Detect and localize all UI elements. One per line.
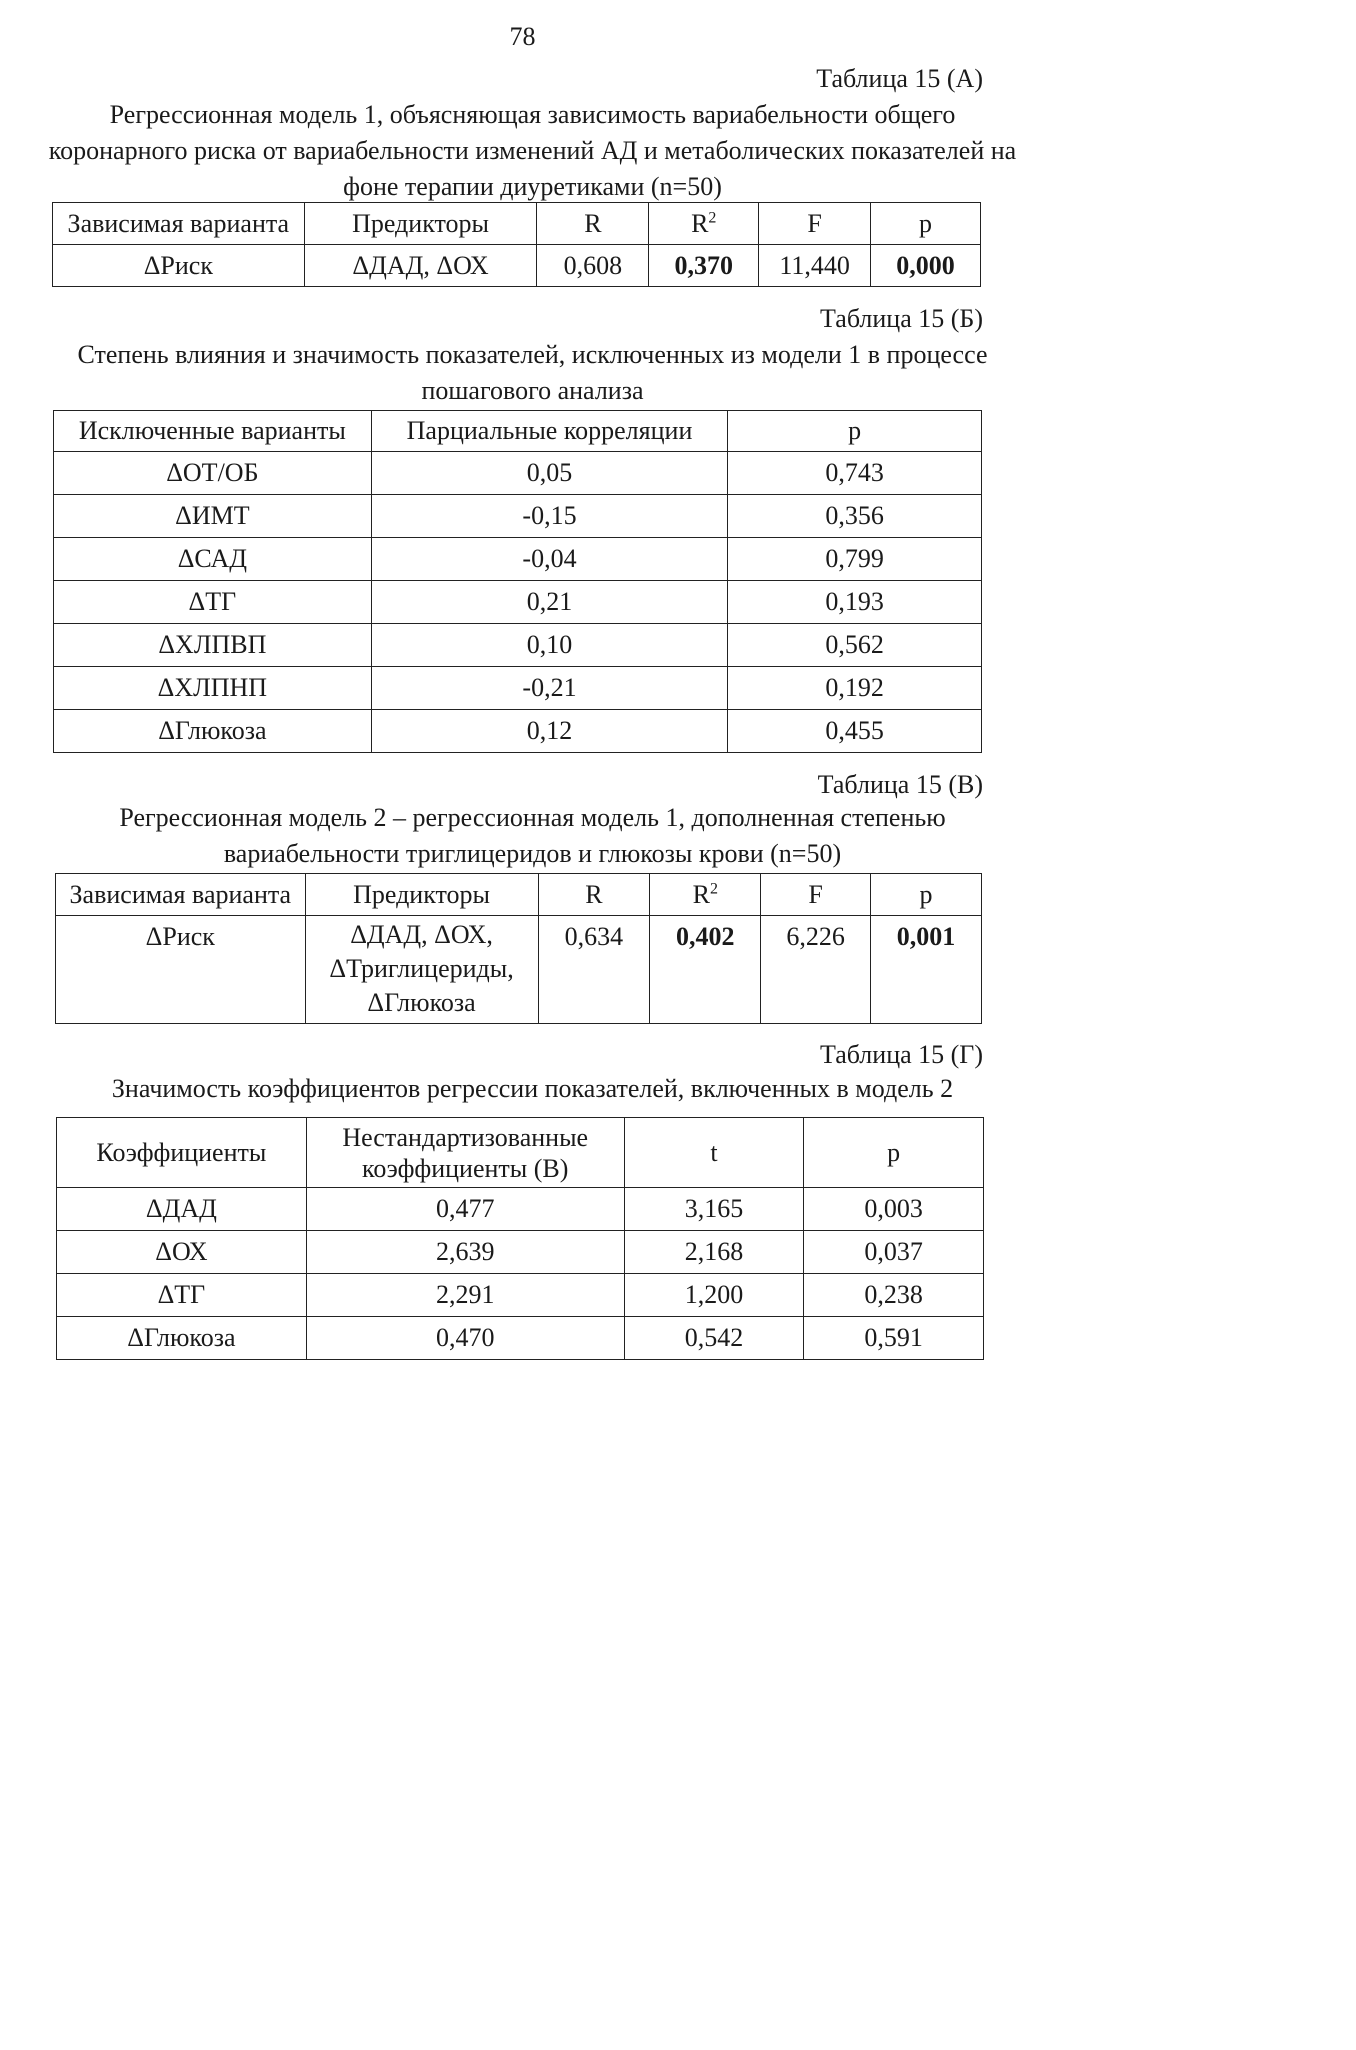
header-predictors: Предикторы <box>304 203 537 245</box>
cell-r: 0,634 <box>538 916 650 1024</box>
cell-predictors: ΔДАД, ΔОХ <box>304 245 537 287</box>
table-row: ΔХЛПВП 0,10 0,562 <box>54 624 982 667</box>
cell-r: 0,608 <box>537 245 649 287</box>
header-dependent: Зависимая варианта <box>53 203 305 245</box>
table-row: ΔОХ 2,639 2,168 0,037 <box>57 1231 984 1274</box>
cell-p: 0,001 <box>871 916 982 1024</box>
table-b-title: Степень влияния и значимость показателей, исключенных из модели 1 в процессе пошагового анализа <box>77 340 988 405</box>
header-predictors: Предикторы <box>305 874 538 916</box>
table-b-label: Таблица 15 (Б) <box>820 304 983 333</box>
cell-r2: 0,370 <box>649 245 759 287</box>
table-d-label: Таблица 15 (Г) <box>819 1040 983 1069</box>
header-t: t <box>624 1118 804 1188</box>
table-a <box>52 202 981 287</box>
table-a-title: Регрессионная модель 1, объясняющая зависимость вариабельности общего коронарного риска от вариабельности изменений АД и метаболических показателей на фоне терапии диуретиками (n=50) <box>48 100 1017 201</box>
table-row: ΔТГ 2,291 1,200 0,238 <box>57 1274 984 1317</box>
table-c-label: Таблица 15 (В) <box>817 770 983 799</box>
table-c-title: Регрессионная модель 2 – регрессионная модель 1, дополненная степенью вариабельности триглицеридов и глюкозы крови (n=50) <box>119 803 946 868</box>
header-f: F <box>761 874 871 916</box>
header-coefficients: Коэффициенты <box>57 1118 307 1188</box>
header-excluded: Исключенные варианты <box>54 411 372 452</box>
header-f: F <box>759 203 871 245</box>
page-number: 78 <box>509 22 536 51</box>
header-r2: $R^2$ <box>650 874 761 916</box>
cell-predictors: ΔДАД, ΔОХ, ΔТриглицериды, ΔГлюкоза <box>305 916 538 1024</box>
table-row: ΔТГ 0,21 0,193 <box>54 581 982 624</box>
header-p: p <box>804 1118 984 1188</box>
table-a-label: Таблица 15 (А) <box>816 64 983 93</box>
header-r: R <box>537 203 649 245</box>
table-d-title: Значимость коэффициентов регрессии показателей, включенных в модель 2 <box>111 1074 954 1103</box>
table-row: ΔОТ/ОБ 0,05 0,743 <box>54 452 982 495</box>
header-p: p <box>871 203 981 245</box>
table-row: ΔИМТ -0,15 0,356 <box>54 495 982 538</box>
table-d <box>56 1117 984 1360</box>
header-r: R <box>538 874 650 916</box>
table-row: ΔГлюкоза 0,470 0,542 0,591 <box>57 1317 984 1360</box>
header-unstandardized: Нестандартизованные коэффициенты (B) <box>306 1118 624 1188</box>
cell-dependent: ΔРиск <box>56 916 306 1024</box>
table-b <box>53 410 982 753</box>
table-c <box>55 873 982 1024</box>
cell-f: 11,440 <box>759 245 871 287</box>
table-row: ΔГлюкоза 0,12 0,455 <box>54 710 982 753</box>
header-r2: $R^2$ <box>649 203 759 245</box>
cell-dependent: ΔРиск <box>53 245 305 287</box>
table-row: ΔХЛПНП -0,21 0,192 <box>54 667 982 710</box>
cell-r2: 0,402 <box>650 916 761 1024</box>
table-row: ΔДАД 0,477 3,165 0,003 <box>57 1188 984 1231</box>
cell-f: 6,226 <box>761 916 871 1024</box>
header-dependent: Зависимая варианта <box>56 874 306 916</box>
header-p: p <box>728 411 982 452</box>
cell-p: 0,000 <box>871 245 981 287</box>
header-partial-corr: Парциальные корреляции <box>371 411 728 452</box>
header-p: p <box>871 874 982 916</box>
table-row: ΔСАД -0,04 0,799 <box>54 538 982 581</box>
